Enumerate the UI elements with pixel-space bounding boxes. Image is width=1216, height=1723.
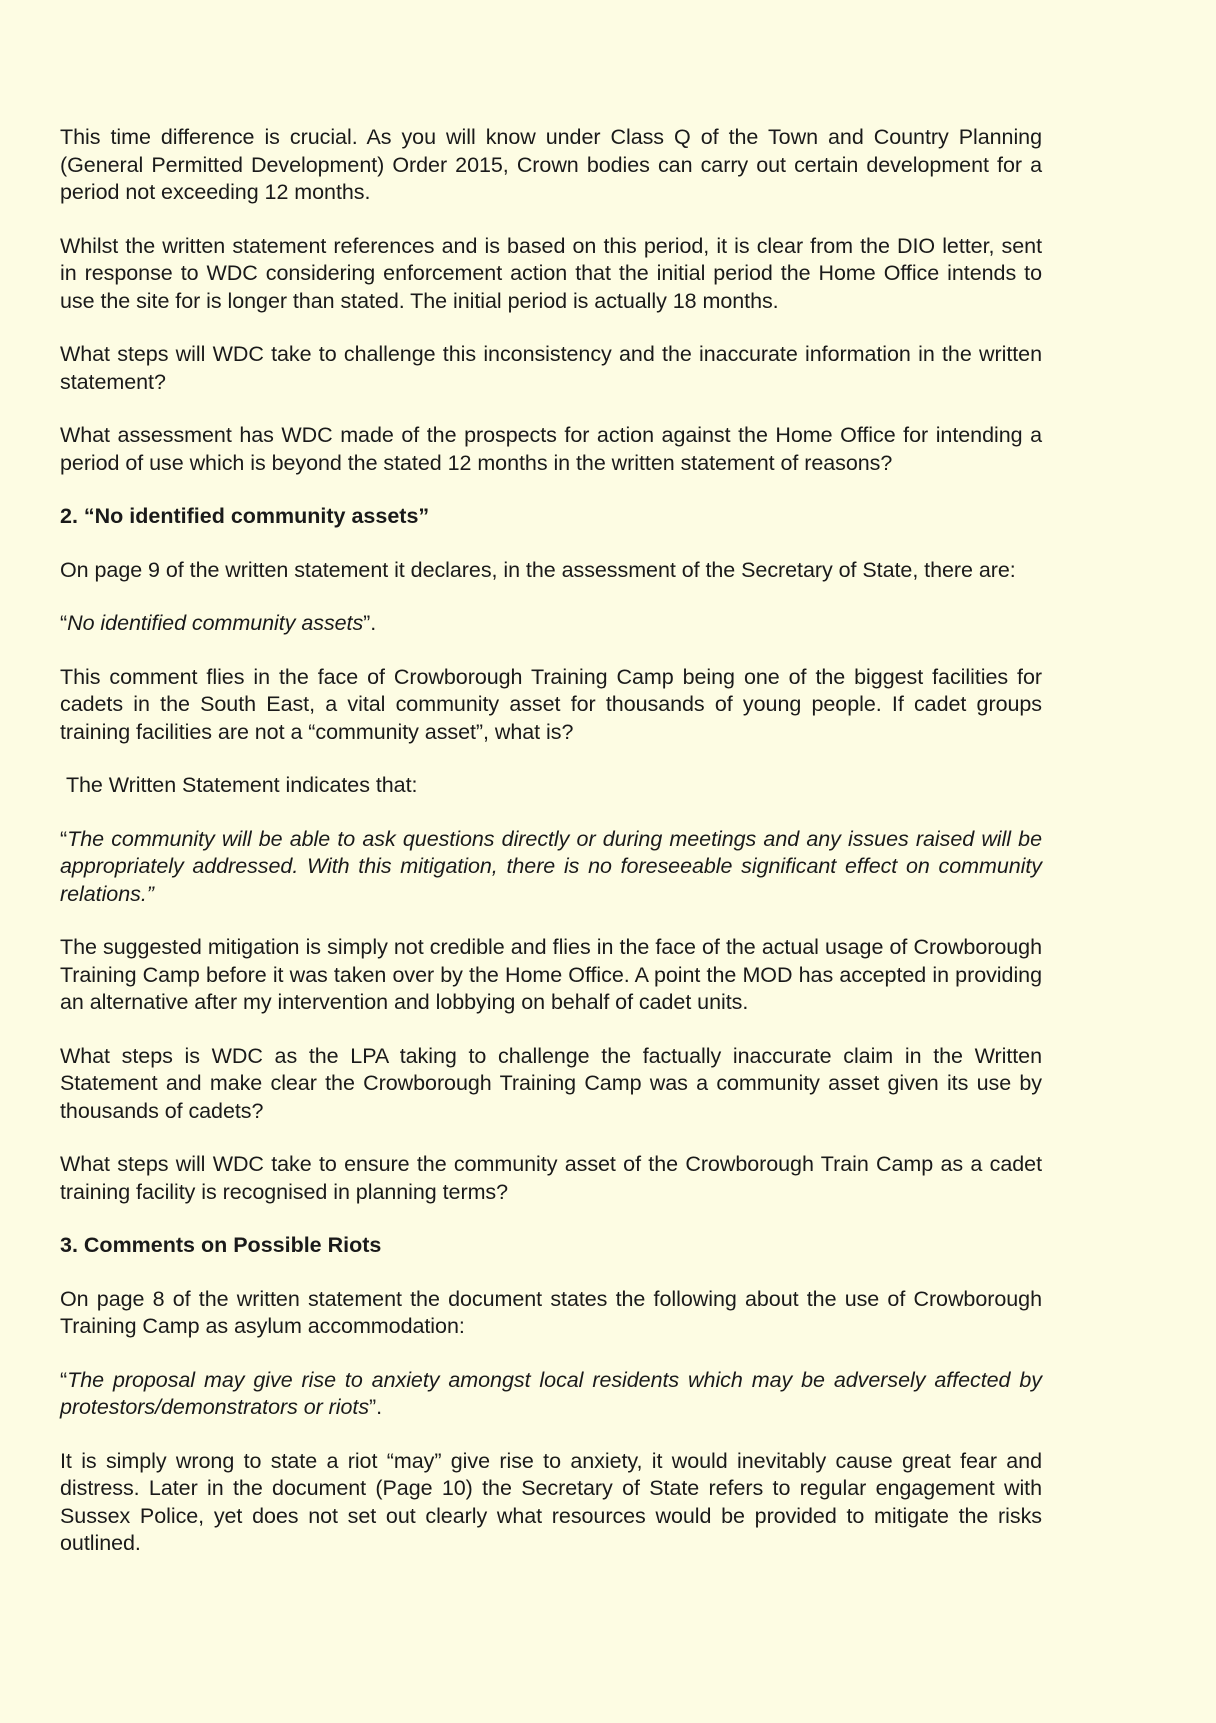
heading-section-3: 3. Comments on Possible Riots: [60, 1233, 382, 1257]
quote-open-mark: “: [60, 1367, 68, 1392]
paragraph-written-statement-indicates: The Written Statement indicates that:: [60, 773, 418, 797]
quote-close-mark: ”.: [369, 1395, 383, 1419]
quote-text: The community will be able to ask questions directly or during meetings and any issues raised will be appropriately addressed. With this mitigation, there is no foreseeable significant effect on community relations.”: [60, 826, 1042, 906]
quote-text: The proposal may give rise to anxiety amongst local residents which may be adversely affected by protestors/demonstrators or riots: [60, 1367, 1042, 1419]
paragraph-question-lpa-challenge: What steps is WDC as the LPA taking to challenge the factually inaccurate claim in the Written Statement and make clear the Crowborough Training Camp was a community asset given its use by thousands of cadets?: [60, 1043, 1042, 1123]
quote-proposal-anxiety-riots: [60, 1367, 1042, 1422]
document-body: [60, 124, 1042, 1558]
quote-open-mark: “: [60, 826, 68, 851]
paragraph-page-9-declares: On page 9 of the written statement it declares, in the assessment of the Secretary of State, there are:: [60, 557, 1016, 582]
heading-section-2: 2. “No identified community assets”: [60, 504, 430, 528]
paragraph-biggest-facilities: This comment flies in the face of Crowborough Training Camp being one of the biggest facilities for cadets in the South East, a vital community asset for thousands of young people. If cadet groups training facilities are not a “community asset”, what is?: [60, 664, 1042, 744]
quote-text: No identified community assets: [67, 611, 364, 635]
paragraph-dio-letter: Whilst the written statement references and is based on this period, it is clear from the DIO letter, sent in response to WDC considering enforcement action that the initial period the Home Office intends to use the site for is longer than stated. The initial period is actually 18 months.: [60, 233, 1042, 313]
paragraph-mitigation-not-credible: The suggested mitigation is simply not credible and flies in the face of the actual usage of Crowborough Training Camp before it was taken over by the Home Office. A point the MOD has accepted in providing an alternative after my intervention and lobbying on behalf of cadet units.: [60, 935, 1042, 1014]
paragraph-riot-wrong-to-state: It is simply wrong to state a riot “may” give rise to anxiety, it would inevitably cause great fear and distress. Later in the document (Page 10) the Secretary of State refers to regular engagement with Sussex Police, yet does not set out clearly what resources would be provided to mitigate the risks outlined.: [60, 1448, 1042, 1555]
quote-no-identified-community-assets: [60, 610, 1042, 638]
paragraph-time-difference: This time difference is crucial. As you will know under Class Q of the Town and Country Planning (General Permitted Development) Order 2015, Crown bodies can carry out certain development for a period not exceeding 12 months.: [60, 125, 1042, 204]
paragraph-question-inconsistency: What steps will WDC take to challenge this inconsistency and the inaccurate information in the written statement?: [60, 342, 1042, 394]
quote-community-mitigation: [60, 826, 1042, 909]
quote-close-mark: ”.: [363, 611, 377, 635]
paragraph-page-8-states: On page 8 of the written statement the document states the following about the use of Crowborough Training Camp as asylum accommodation:: [60, 1286, 1042, 1338]
quote-open-mark: “: [60, 611, 68, 635]
paragraph-question-prospects: What assessment has WDC made of the prospects for action against the Home Office for intending a period of use which is beyond the stated 12 months in the written statement of reasons?: [60, 423, 1042, 475]
paragraph-question-community-asset-planning: What steps will WDC take to ensure the community asset of the Crowborough Train Camp as a cadet training facility is recognised in planning terms?: [60, 1152, 1042, 1204]
